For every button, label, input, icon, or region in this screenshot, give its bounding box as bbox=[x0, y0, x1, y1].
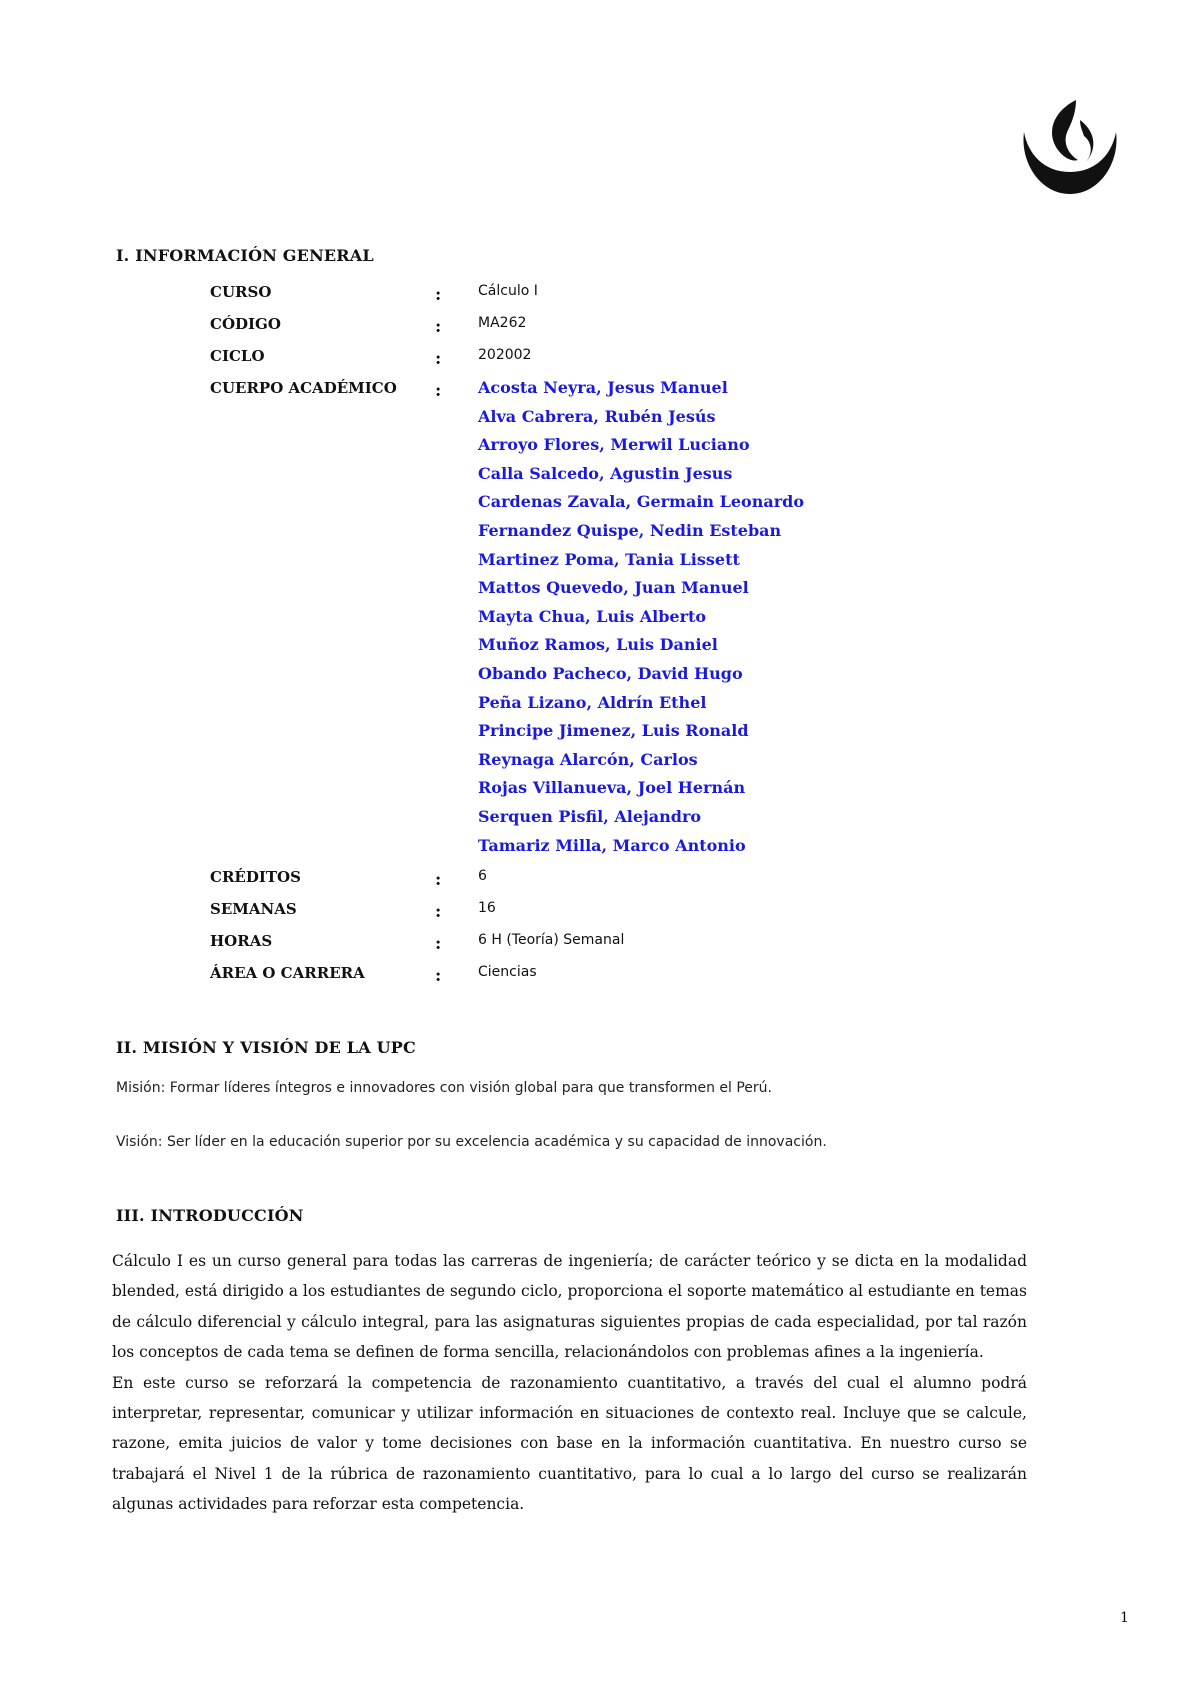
faculty-member: Fernandez Quispe, Nedin Esteban bbox=[478, 520, 782, 540]
colon: : bbox=[435, 285, 442, 305]
faculty-member: Martinez Poma, Tania Lissett bbox=[478, 549, 740, 569]
label-ciclo: CICLO bbox=[210, 347, 265, 365]
intro-paragraph: En este curso se reforzará la competencia de razonamiento cuantitativo, a través del cual el alumno podrá interpretar, representar, comunicar y utilizar información en situaciones de contexto real. Incluye que se calcule, razone, emita juicios de valor y tome decisiones con base en la información cuantitativa. En nuestro curso se trabajará el Nivel 1 de la rúbrica de razonamiento cuantitativo, para lo cual a lo largo del curso se realizarán algunas actividades para reforzar esta competencia. bbox=[112, 1373, 1027, 1514]
faculty-member: Peña Lizano, Aldrín Ethel bbox=[478, 692, 707, 712]
label-codigo: CÓDIGO bbox=[210, 315, 281, 333]
colon: : bbox=[435, 870, 442, 890]
introduccion-body bbox=[112, 1246, 1027, 1520]
colon: : bbox=[435, 349, 442, 369]
value-area: Ciencias bbox=[478, 964, 537, 980]
vision-text: Visión: Ser líder en la educación superior por su excelencia académica y su capacidad de innovación. bbox=[116, 1134, 827, 1150]
value-codigo: MA262 bbox=[478, 315, 527, 331]
mision-text: Misión: Formar líderes íntegros e innovadores con visión global para que transformen el Perú. bbox=[116, 1080, 773, 1096]
faculty-member: Mattos Quevedo, Juan Manuel bbox=[478, 578, 749, 598]
section-title-mision-vision: II. MISIÓN Y VISIÓN DE LA UPC bbox=[116, 1038, 416, 1057]
section-title-introduccion: III. INTRODUCCIÓN bbox=[116, 1206, 304, 1225]
label-creditos: CRÉDITOS bbox=[210, 868, 301, 886]
colon: : bbox=[435, 934, 442, 954]
faculty-member: Principe Jimenez, Luis Ronald bbox=[478, 721, 749, 741]
colon: : bbox=[435, 902, 442, 922]
label-area: ÁREA O CARRERA bbox=[210, 964, 365, 982]
colon: : bbox=[435, 966, 442, 986]
faculty-member: Serquen Pisfil, Alejandro bbox=[478, 806, 702, 826]
faculty-member: Calla Salcedo, Agustin Jesus bbox=[478, 463, 733, 483]
faculty-member: Mayta Chua, Luis Alberto bbox=[478, 606, 707, 626]
value-horas: 6 H (Teoría) Semanal bbox=[478, 932, 625, 948]
value-ciclo: 202002 bbox=[478, 347, 532, 363]
faculty-member: Alva Cabrera, Rubén Jesús bbox=[478, 406, 716, 426]
value-curso: Cálculo I bbox=[478, 283, 538, 299]
faculty-member: Arroyo Flores, Merwil Luciano bbox=[478, 435, 750, 455]
label-curso: CURSO bbox=[210, 283, 272, 301]
faculty-member: Cardenas Zavala, Germain Leonardo bbox=[478, 492, 805, 512]
label-semanas: SEMANAS bbox=[210, 900, 297, 918]
colon: : bbox=[435, 381, 442, 401]
faculty-member: Acosta Neyra, Jesus Manuel bbox=[478, 378, 728, 397]
faculty-member: Rojas Villanueva, Joel Hernán bbox=[478, 778, 746, 798]
colon: : bbox=[435, 317, 442, 337]
faculty-member: Obando Pacheco, David Hugo bbox=[478, 663, 743, 683]
value-semanas: 16 bbox=[478, 900, 496, 916]
faculty-list bbox=[478, 374, 804, 860]
upc-flame-logo-icon bbox=[1018, 98, 1122, 202]
faculty-member: Tamariz Milla, Marco Antonio bbox=[478, 835, 746, 855]
value-creditos: 6 bbox=[478, 868, 487, 884]
page-number: 1 bbox=[1120, 1610, 1129, 1626]
faculty-member: Muñoz Ramos, Luis Daniel bbox=[478, 635, 718, 655]
label-horas: HORAS bbox=[210, 932, 273, 950]
section-title-informacion-general: I. INFORMACIÓN GENERAL bbox=[116, 246, 374, 265]
faculty-member: Reynaga Alarcón, Carlos bbox=[478, 749, 698, 769]
intro-paragraph: Cálculo I es un curso general para todas las carreras de ingeniería; de carácter teórico y se dicta en la modalidad blended, está dirigido a los estudiantes de segundo ciclo, proporciona el soporte matemático al estudiante en temas de cálculo diferencial y cálculo integral, para las asignaturas siguientes propias de cada especialidad, por tal razón los conceptos de cada tema se definen de forma sencilla, relacionándolos con problemas afines a la ingeniería. bbox=[112, 1252, 1027, 1362]
label-cuerpo-academico: CUERPO ACADÉMICO bbox=[210, 379, 397, 397]
